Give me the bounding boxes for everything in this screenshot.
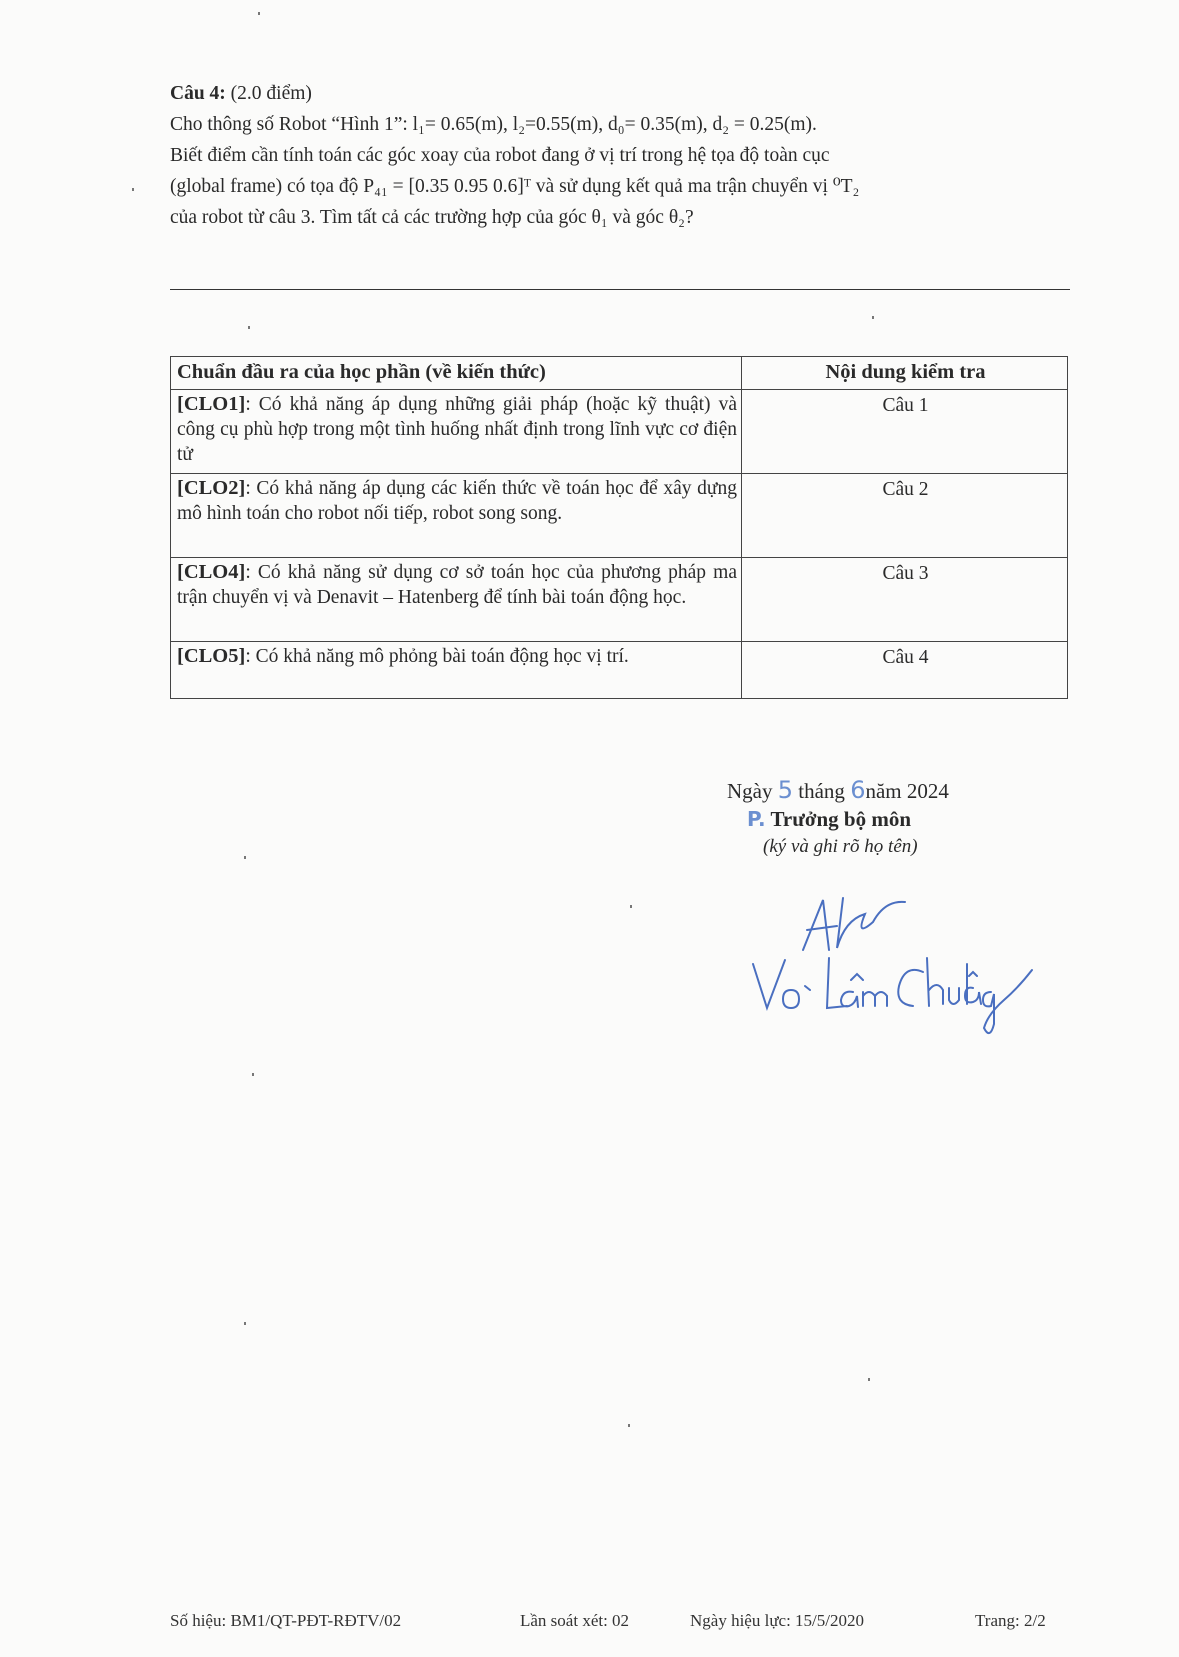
question-line-2: Biết điểm cần tính toán các góc xoay của robot đang ở vị trí trong hệ tọa độ toàn cục	[170, 145, 830, 166]
question-number: Câu 4:	[170, 83, 226, 104]
question-line-1: Cho thông số Robot “Hình 1”: l₁= 0.65(m), l₂=0.55(m), d₀= 0.35(m), d₂ = 0.25(m).	[170, 114, 817, 135]
signer-role	[747, 805, 1057, 833]
scan-speck	[628, 1424, 630, 1427]
learning-outcomes-table	[170, 356, 1068, 699]
day-value: 5	[777, 776, 794, 804]
question-line-3: (global frame) có tọa độ P₄₁ = [0.35 0.95 0.6]ᵀ và sử dụng kết quả ma trận chuyển vị ⁰T₂	[170, 176, 860, 197]
outcome-text: : Có khả năng sử dụng cơ sở toán học của phương pháp ma trận chuyển vị và Denavit – Hatenberg để tính bài toán động học.	[177, 562, 737, 608]
month-prefix: tháng	[798, 779, 845, 803]
day-prefix: Ngày	[727, 779, 773, 803]
scan-speck	[244, 856, 246, 859]
scan-speck	[258, 12, 260, 15]
outcome-cell	[171, 642, 742, 699]
effective-date: Ngày hiệu lực: 15/5/2020	[690, 1611, 864, 1630]
outcome-text: : Có khả năng mô phỏng bài toán động học vị trí.	[245, 646, 629, 667]
signature-block	[727, 776, 1057, 861]
table-row	[171, 558, 1068, 642]
revision: Lần soát xét: 02	[520, 1611, 630, 1630]
clo-code: [CLO1]	[177, 393, 246, 415]
clo-code: [CLO2]	[177, 477, 246, 499]
month-value: 6	[850, 776, 866, 804]
role-title: Trưởng bộ môn	[770, 807, 911, 831]
scan-speck	[630, 905, 632, 908]
question-cell: Câu 3	[742, 558, 1068, 642]
scan-speck	[868, 1378, 870, 1381]
header-content: Nội dung kiểm tra	[742, 357, 1068, 390]
question-points: (2.0 điểm)	[230, 83, 312, 104]
separator-line	[170, 289, 1070, 290]
table-header-row	[171, 357, 1068, 390]
question-cell: Câu 1	[742, 390, 1068, 474]
clo-code: [CLO4]	[177, 561, 246, 583]
scan-speck	[248, 326, 250, 329]
outcome-cell	[171, 390, 742, 474]
question-4	[170, 78, 1070, 233]
table-row	[171, 474, 1068, 558]
scan-speck	[252, 1073, 254, 1076]
signature-name-stroke	[753, 958, 887, 1008]
sign-note: (ký và ghi rõ họ tên)	[763, 836, 918, 857]
clo-code: [CLO5]	[177, 645, 246, 667]
table-row	[171, 642, 1068, 699]
date-line	[727, 776, 1057, 805]
question-body	[170, 109, 1070, 233]
page-number: Trang: 2/2	[975, 1611, 1046, 1630]
question-cell: Câu 2	[742, 474, 1068, 558]
question-cell: Câu 4	[742, 642, 1068, 699]
signature-surname-stroke	[898, 958, 1032, 1033]
scan-speck	[872, 316, 874, 319]
header-outcome: Chuẩn đầu ra của học phần (về kiến thức)	[171, 357, 742, 390]
handwritten-signature	[745, 880, 1045, 1040]
year-text: năm 2024	[865, 779, 949, 803]
question-heading	[170, 78, 1070, 109]
outcome-text: : Có khả năng áp dụng các kiến thức về toán học để xây dựng mô hình toán cho robot nối tiếp, robot song song.	[177, 478, 737, 524]
outcome-cell	[171, 558, 742, 642]
outcome-text: : Có khả năng áp dụng những giải pháp (hoặc kỹ thuật) và công cụ phù hợp trong một tình huống nhất định trong lĩnh vực cơ điện tử	[177, 394, 737, 465]
outcome-cell	[171, 474, 742, 558]
scan-speck	[132, 188, 134, 191]
scan-speck	[244, 1322, 246, 1325]
doc-code: Số hiệu: BM1/QT-PĐT-RĐTV/02	[170, 1611, 402, 1630]
question-line-4: của robot từ câu 3. Tìm tất cả các trường hợp của góc θ₁ và góc θ₂?	[170, 207, 694, 228]
signature-initial-stroke	[803, 898, 905, 950]
table-row	[171, 390, 1068, 474]
role-prefix: P.	[747, 807, 766, 831]
